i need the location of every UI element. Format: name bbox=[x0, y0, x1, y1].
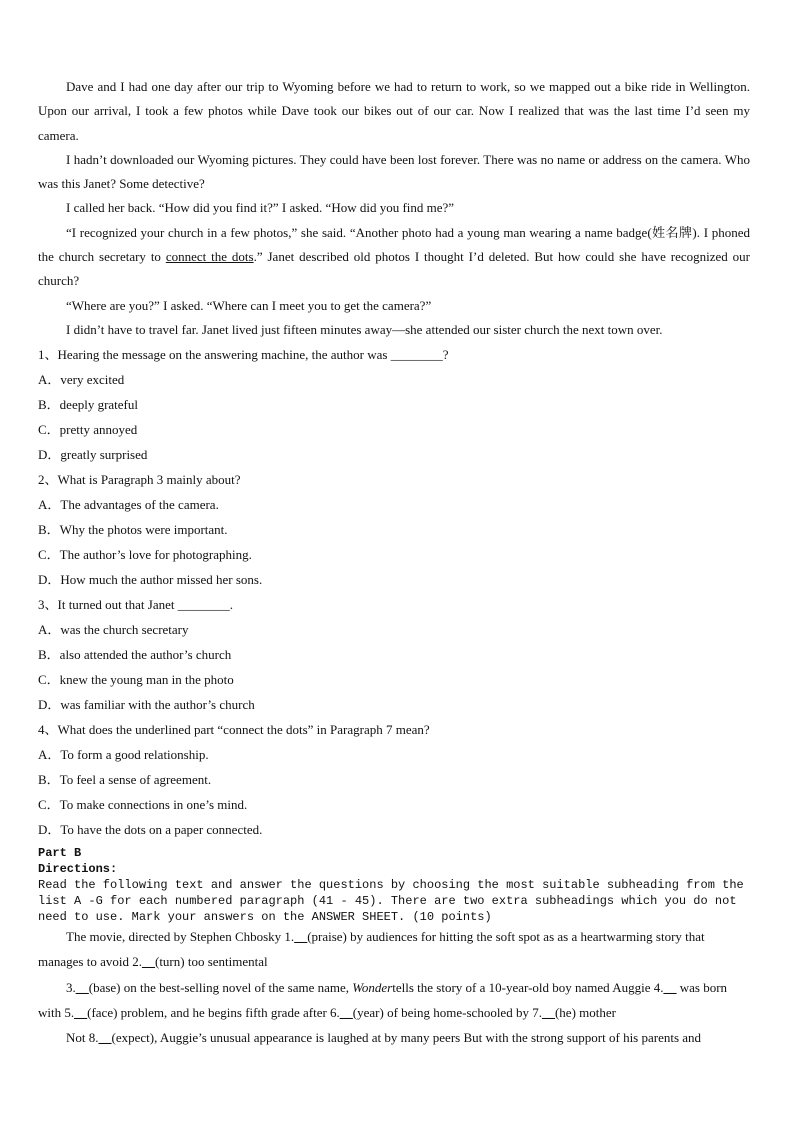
blank-5: __ bbox=[74, 1005, 88, 1021]
blank-6: __ bbox=[339, 1005, 353, 1021]
option-d: D．How much the author missed her sons. bbox=[38, 572, 263, 588]
paragraph-2: I hadn’t downloaded our Wyoming pictures. They could have been lost forever. There was no name or address on the camera. Who was this Janet? Some detective? bbox=[38, 151, 750, 192]
question-2 bbox=[38, 467, 750, 592]
option-b: B．Why the photos were important. bbox=[38, 522, 228, 538]
text: (praise) by audiences for hitting the soft spot as as a heartwarming story that manages to avoid 2. bbox=[38, 929, 705, 969]
option-d: D．greatly surprised bbox=[38, 447, 148, 463]
text: (turn) too sentimental bbox=[154, 953, 268, 969]
text: (face) problem, and he begins fifth grade after 6. bbox=[87, 1005, 340, 1021]
option-c: C．pretty annoyed bbox=[38, 422, 138, 438]
option-a: A．The advantages of the camera. bbox=[38, 497, 219, 513]
paragraph-4-text-b: .” Janet described old photos I thought I’d deleted. But how could she have recognized our church? bbox=[38, 249, 750, 289]
part-b bbox=[38, 845, 750, 1050]
directions-label: Directions: bbox=[38, 862, 118, 877]
question-stem: 2、What is Paragraph 3 mainly about? bbox=[38, 472, 241, 488]
novel-title: Wonder bbox=[352, 980, 393, 996]
option-c: C．knew the young man in the photo bbox=[38, 672, 234, 688]
question-1 bbox=[38, 342, 750, 467]
option-a: A．To form a good relationship. bbox=[38, 747, 209, 763]
option-a: A．was the church secretary bbox=[38, 622, 189, 638]
question-4 bbox=[38, 717, 750, 842]
partb-paragraph-2 bbox=[38, 975, 750, 1025]
text: Not 8. bbox=[66, 1030, 99, 1046]
blank-4: __ bbox=[663, 980, 677, 996]
option-d: D．was familiar with the author’s church bbox=[38, 697, 255, 713]
underlined-connect-the-dots: connect the dots bbox=[165, 249, 254, 265]
option-b: B．also attended the author’s church bbox=[38, 647, 232, 663]
blank-2: __ bbox=[141, 953, 155, 969]
text: The movie, directed by Stephen Chbosky 1. bbox=[66, 929, 295, 945]
part-b-title: Part B bbox=[38, 846, 82, 861]
question-stem: 4、What does the underlined part “connect the dots” in Paragraph 7 mean? bbox=[38, 722, 430, 738]
directions-text: Read the following text and answer the questions by choosing the most suitable subheading from the list A -G for each numbered paragraph (41 - 45). There are two extra subheadings which you do not need to use. Mark your answers on the ANSWER SHEET. (10 points) bbox=[38, 878, 751, 925]
blank-7: __ bbox=[541, 1005, 555, 1021]
document-page bbox=[38, 75, 750, 1050]
text: (base) on the best-selling novel of the same name, bbox=[88, 980, 353, 996]
blank-1: __ bbox=[294, 929, 308, 945]
option-a: A．very excited bbox=[38, 372, 125, 388]
option-b: B．To feel a sense of agreement. bbox=[38, 772, 212, 788]
option-d: D．To have the dots on a paper connected. bbox=[38, 822, 263, 838]
text: tells the story of a 10-year-old boy named Auggie 4. bbox=[392, 980, 664, 996]
paragraph-4-text-a: “I recognized your church in a few photos,” she said. “Another photo had a young man wearing a name badge(姓名牌). I phoned the church secretary to bbox=[38, 224, 750, 265]
blank-8: __ bbox=[98, 1030, 112, 1046]
partb-paragraph-3 bbox=[38, 1025, 750, 1050]
paragraph-5: “Where are you?” I asked. “Where can I meet you to get the camera?” bbox=[66, 297, 432, 313]
option-c: C．The author’s love for photographing. bbox=[38, 547, 252, 563]
paragraph-4 bbox=[38, 221, 750, 294]
text: 3. bbox=[66, 980, 76, 996]
text: was born with 5. bbox=[38, 980, 728, 1021]
paragraph-1: Dave and I had one day after our trip to Wyoming before we had to return to work, so we mapped out a bike ride in Wellington. Upon our arrival, I took a few photos while Dave took our bikes out of our car. Now I realized that was the last time I’d seen my camera. bbox=[38, 79, 750, 143]
paragraph-3: I called her back. “How did you find it?” I asked. “How did you find me?” bbox=[66, 200, 455, 216]
partb-paragraph-1 bbox=[38, 925, 750, 974]
option-c: C．To make connections in one’s mind. bbox=[38, 797, 248, 813]
text: (year) of being home-schooled by 7. bbox=[352, 1005, 542, 1021]
option-b: B．deeply grateful bbox=[38, 397, 138, 413]
text: (he) mother bbox=[554, 1005, 616, 1021]
text: (expect), Auggie’s unusual appearance is laughed at by many peers But with the strong support of his parents and bbox=[111, 1030, 702, 1046]
blank-3: __ bbox=[75, 980, 89, 996]
paragraph-6: I didn’t have to travel far. Janet lived just fifteen minutes away—she attended our sister church the next town over. bbox=[66, 321, 663, 337]
question-stem: 1、Hearing the message on the answering machine, the author was ________? bbox=[38, 347, 449, 363]
question-3 bbox=[38, 592, 750, 717]
question-stem: 3、It turned out that Janet ________. bbox=[38, 597, 233, 613]
